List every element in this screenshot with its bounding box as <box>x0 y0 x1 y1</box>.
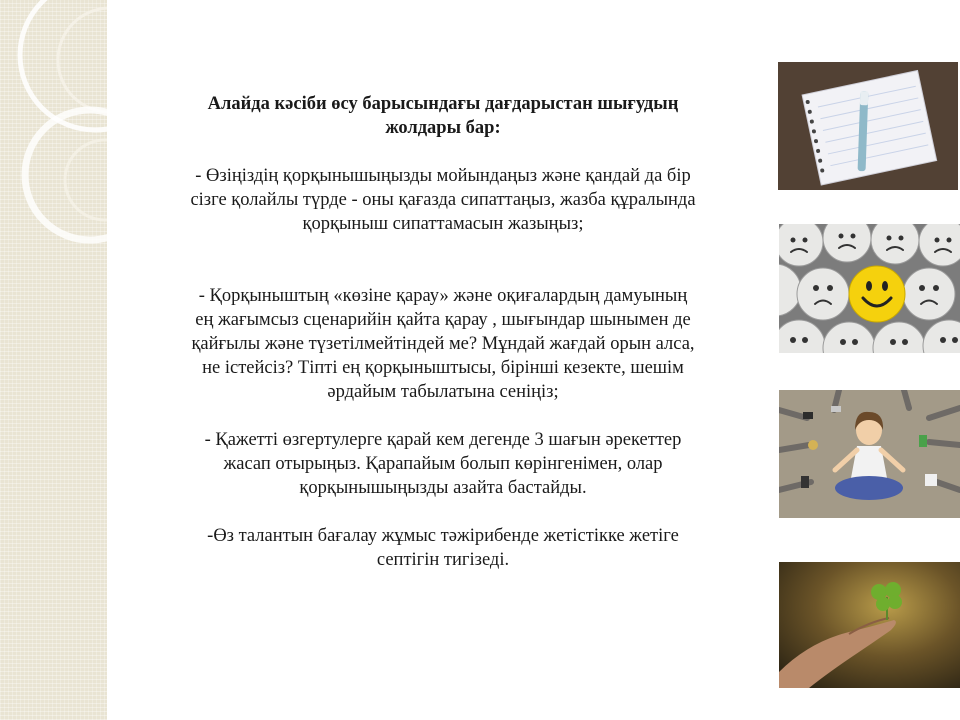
smiley-faces-image <box>779 224 960 353</box>
paragraph-line: қорқынышыңызды азайта бастайды. <box>299 478 587 498</box>
paragraph-line: - Қорқыныштың «көзіне қарау» және оқиғалардың дамуының <box>198 286 688 306</box>
paragraph-line: септігін тигізеді. <box>376 550 510 570</box>
meditation-illustration-image <box>779 390 960 518</box>
heading-line: Алайда кәсіби өсу барысындағы дағдарыстан шығудың <box>207 94 679 114</box>
paragraph-line: сізге қолайлы түрде - оны қағазда сипаттаңыз, жазба құралында <box>190 190 696 210</box>
paragraph-line: жасап отырыңыз. Қарапайым болып көрінгенімен, олар <box>223 454 663 474</box>
advice-paragraph-1 <box>118 164 768 236</box>
hand-clover-image <box>779 562 960 688</box>
decorative-side-band <box>0 0 107 720</box>
paragraph-line: -Өз талантын бағалау жұмыс тәжірибенде жетістікке жетіге <box>207 526 679 546</box>
notebook-pen-image <box>778 62 958 190</box>
advice-paragraph-4 <box>118 524 768 572</box>
paragraph-line: қайғылы және түзетілмейтіндей ме? Мұндай жағдай орын алса, <box>191 334 695 354</box>
paragraph-line: әрдайым табылатына сеніңіз; <box>327 382 559 402</box>
paragraph-line: ең жағымсыз сценарийін қайта қарау , шығындар шынымен де <box>195 310 691 330</box>
paragraph-line: - Қажетті өзгертулерге қарай кем дегенде 3 шағын әрекеттер <box>204 430 682 450</box>
paragraph-line: не істейсіз? Тіпті ең қорқыныштысы, бірінші кезекте, шешім <box>202 358 684 378</box>
advice-paragraph-3 <box>118 428 768 500</box>
paragraph-line: қорқыныш сипаттамасын жазыңыз; <box>302 214 584 234</box>
paragraph-line: - Өзіңіздің қорқынышыңызды мойындаңыз және қандай да бір <box>195 166 691 186</box>
advice-paragraph-2 <box>118 284 768 404</box>
heading-line: жолдары бар: <box>385 118 501 138</box>
slide-text-block <box>118 92 768 572</box>
slide-heading <box>118 92 768 140</box>
decorative-circles <box>0 0 107 720</box>
